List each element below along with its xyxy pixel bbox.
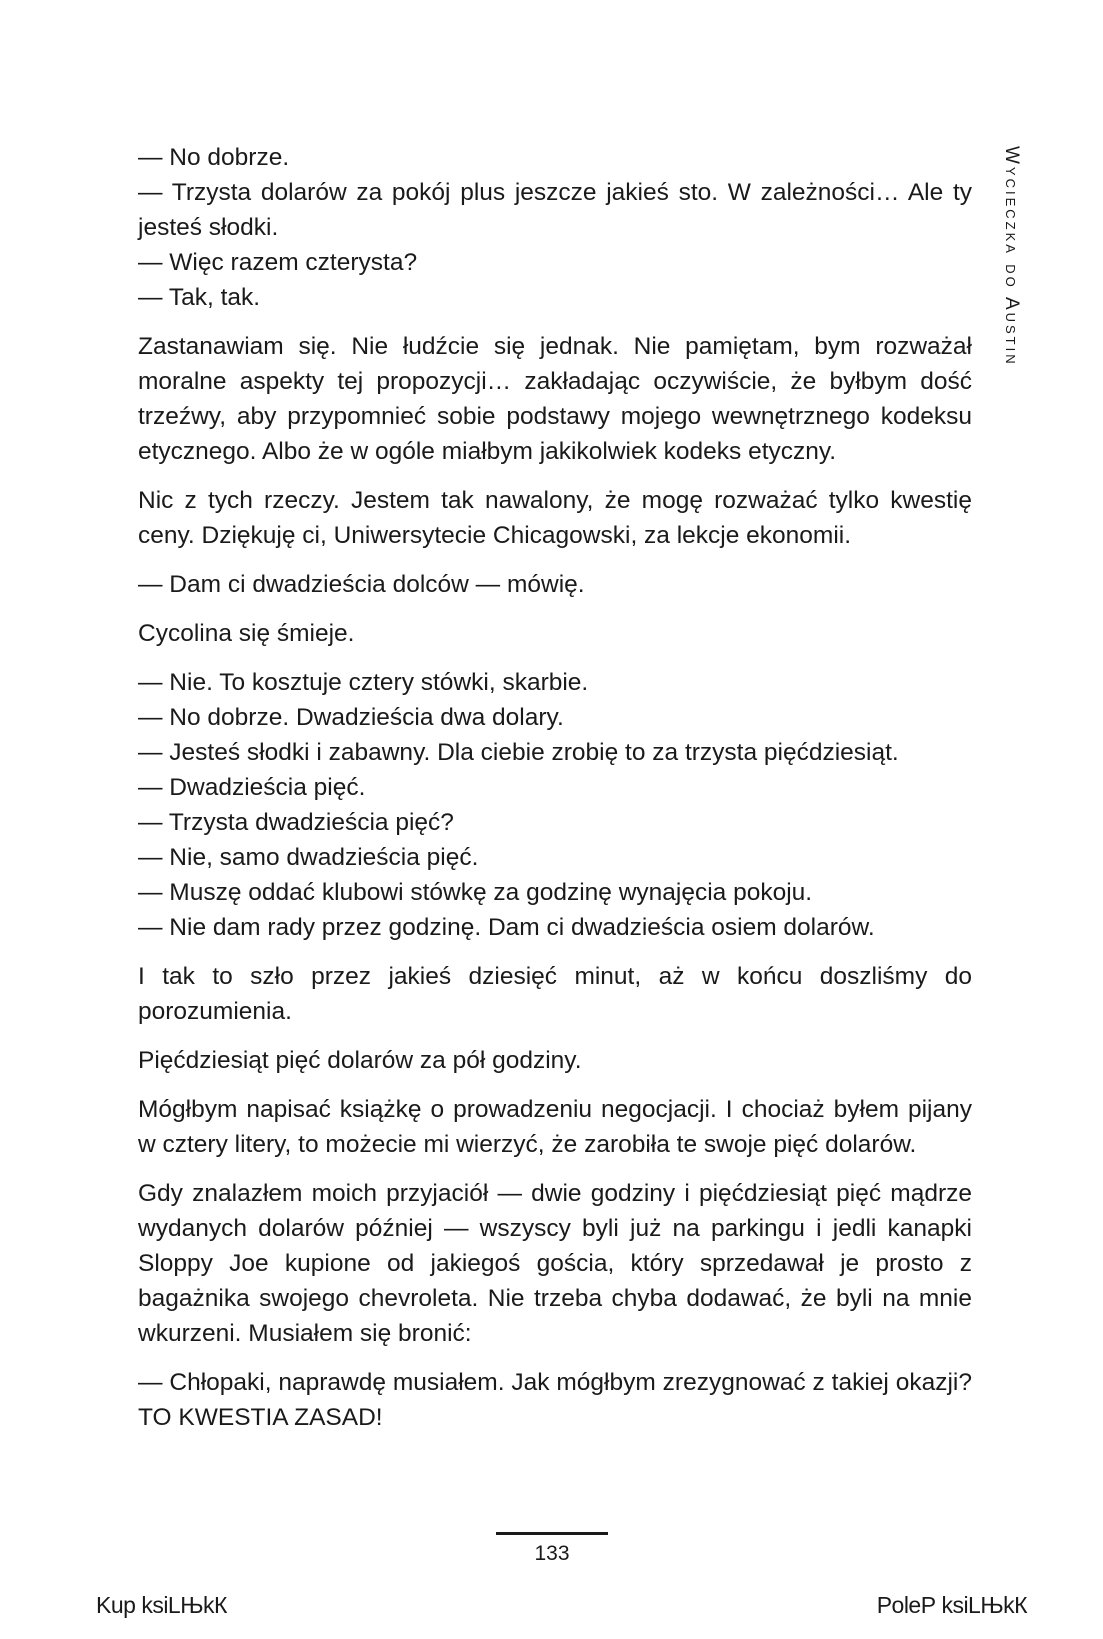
running-head: Wycieczka do Austin [1001, 146, 1022, 367]
dialogue-line: — Trzysta dwadzieścia pięć? [138, 809, 454, 836]
paragraph: Nic z tych rzeczy. Jestem tak nawalony, że mogę rozważać tylko kwestię ceny. Dziękuję ci, Uniwersytecie Chicagowski, za lekcje ekonomii. [138, 487, 972, 549]
paragraph: Mógłbym napisać książkę o prowadzeniu negocjacji. I chociaż byłem pijany w cztery litery, to możecie mi wierzyć, że zarobiła te swoje pięć dolarów. [138, 1096, 972, 1158]
paragraph: Zastanawiam się. Nie łudźcie się jednak. Nie pamiętam, bym rozważał moralne aspekty tej propozycji… zakładając oczywiście, że byłbym dość trzeźwy, aby przypomnieć sobie podstawy mojego wewnętrznego kodeksu etycznego. Albo że w ogóle miałbym jakikolwiek kodeks etyczny. [138, 333, 972, 465]
paragraph-dialogue-1 [138, 140, 972, 315]
dialogue-line: — Nie. To kosztuje cztery stówki, skarbie. [138, 669, 589, 696]
page-number: 133 [534, 1542, 570, 1565]
dialogue-line: — Trzysta dolarów za pokój plus jeszcze jakieś sto. W zależności… Ale ty jesteś słodki. [138, 179, 972, 241]
paragraph: I tak to szło przez jakieś dziesięć minut, aż w końcu doszliśmy do porozumienia. [138, 963, 972, 1025]
dialogue-line: — Muszę oddać klubowi stówkę za godzinę wynajęcia pokoju. [138, 879, 813, 906]
dialogue-line: — Tak, tak. [138, 284, 261, 311]
dialogue-line: — Dwadzieścia pięć. [138, 774, 366, 801]
dialogue-line: — Nie dam rady przez godzinę. Dam ci dwadzieścia osiem dolarów. [138, 914, 875, 941]
dialogue-line: — No dobrze. Dwadzieścia dwa dolary. [138, 704, 564, 731]
page-number-rule [496, 1532, 608, 1535]
dialogue-line: — Nie, samo dwadzieścia pięć. [138, 844, 479, 871]
dialogue-line: — Jesteś słodki i zabawny. Dla ciebie zrobię to za trzysta pięćdziesiąt. [138, 739, 899, 766]
paragraph: — Chłopaki, naprawdę musiałem. Jak mógłbym zrezygnować z takiej okazji? TO KWESTIA ZASAD! [138, 1369, 972, 1431]
dialogue-line: — Więc razem czterysta? [138, 249, 418, 276]
dialogue-line: — No dobrze. [138, 144, 290, 171]
paragraph: — Dam ci dwadzieścia dolców — mówię. [138, 571, 585, 598]
footer-recommend-book-link[interactable]: PoleР ksiLЊkК [876, 1592, 1027, 1618]
paragraph: Cycolina się śmieje. [138, 620, 355, 647]
page-body [138, 140, 972, 1449]
footer-buy-book-link[interactable]: Kup ksiLЊkК [96, 1592, 227, 1618]
paragraph: Gdy znalazłem moich przyjaciół — dwie godziny i pięćdziesiąt pięć mądrze wydanych dolarów później — wszyscy byli już na parkingu i jedli kanapki Sloppy Joe kupione od jakiegoś gościa, który sprzedawał je prosto z bagażnika swojego chevroleta. Nie trzeba chyba dodawać, że byli na mnie wkurzeni. Musiałem się bronić: [138, 1180, 972, 1347]
paragraph-dialogue-2 [138, 665, 972, 945]
paragraph: Pięćdziesiąt pięć dolarów za pół godziny. [138, 1047, 582, 1074]
